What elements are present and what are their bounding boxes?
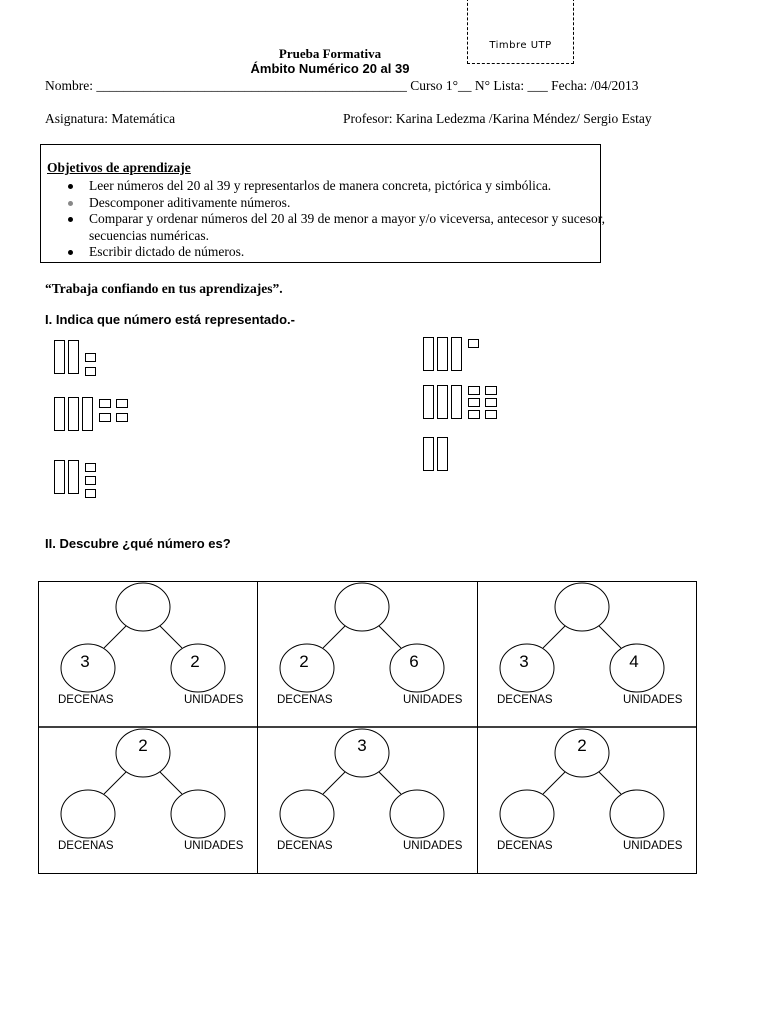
- unit-cube: [85, 353, 96, 362]
- units-value: 4: [629, 652, 639, 671]
- total-value: 2: [138, 736, 148, 755]
- ten-rod: [54, 460, 65, 494]
- unit-cube: [485, 410, 497, 419]
- section2-title: II. Descubre ¿qué número es?: [45, 536, 231, 551]
- motto: “Trabaja confiando en tus aprendizajes”.: [45, 281, 283, 296]
- subject-line: Asignatura: Matemática: [45, 111, 176, 126]
- ten-rod: [82, 397, 93, 431]
- unit-cube: [468, 410, 480, 419]
- ten-rod: [437, 385, 448, 419]
- tens-label: DECENAS: [277, 694, 333, 706]
- ten-rod: [451, 385, 462, 419]
- unit-cube: [485, 398, 497, 407]
- number-bond-texts: [38, 581, 697, 874]
- page-title: Prueba Formativa: [278, 46, 382, 61]
- unit-cube: [85, 367, 96, 376]
- ten-rod: [437, 337, 448, 371]
- ten-rod: [423, 337, 434, 371]
- tens-label: DECENAS: [277, 840, 333, 852]
- ten-rod: [451, 337, 462, 371]
- ten-rod: [68, 460, 79, 494]
- unit-cube: [468, 339, 479, 348]
- objectives-heading: Objetivos de aprendizaje: [47, 160, 191, 175]
- objective-item: Leer números del 20 al 39 y representarlos de manera concreta, pictórica y simbólica.: [89, 178, 609, 195]
- units-label: UNIDADES: [623, 694, 683, 706]
- unit-cube: [116, 399, 128, 408]
- tens-label: DECENAS: [497, 840, 553, 852]
- total-value: 2: [577, 736, 587, 755]
- ten-rod: [54, 397, 65, 431]
- tens-value: 2: [299, 652, 309, 671]
- ten-rod: [68, 340, 79, 374]
- unit-cube: [485, 386, 497, 395]
- units-label: UNIDADES: [184, 694, 244, 706]
- units-label: UNIDADES: [403, 840, 463, 852]
- units-label: UNIDADES: [623, 840, 683, 852]
- unit-cube: [99, 413, 111, 422]
- tens-value: 3: [519, 652, 529, 671]
- total-value: 3: [357, 736, 367, 755]
- unit-cube: [85, 463, 96, 472]
- unit-cube: [116, 413, 128, 422]
- unit-cube: [99, 399, 111, 408]
- section1-title: I. Indica que número está representado.-: [45, 312, 295, 327]
- ten-rod: [54, 340, 65, 374]
- ten-rod: [68, 397, 79, 431]
- page-subtitle: Ámbito Numérico 20 al 39: [250, 61, 410, 76]
- teachers-line: Profesor: Karina Ledezma /Karina Méndez/ Sergio Estay: [343, 111, 652, 126]
- units-value: 6: [409, 652, 419, 671]
- units-label: UNIDADES: [184, 840, 244, 852]
- tens-label: DECENAS: [497, 694, 553, 706]
- unit-cube: [468, 398, 480, 407]
- stamp-label: Timbre UTP: [489, 40, 552, 51]
- ten-rod: [437, 437, 448, 471]
- unit-cube: [85, 476, 96, 485]
- number-bond-grid: [38, 581, 697, 874]
- objective-item: Descomponer aditivamente números.: [89, 195, 609, 212]
- ten-rod: [423, 437, 434, 471]
- tens-label: DECENAS: [58, 694, 114, 706]
- unit-cube: [85, 489, 96, 498]
- unit-cube: [468, 386, 480, 395]
- objective-item: Escribir dictado de números.: [89, 244, 609, 261]
- ten-rod: [423, 385, 434, 419]
- name-line: Nombre: ______________________________________________ Curso 1°__ N° Lista: ___ Fecha: /04/2013: [45, 78, 639, 93]
- tens-label: DECENAS: [58, 840, 114, 852]
- units-value: 2: [190, 652, 200, 671]
- tens-value: 3: [80, 652, 90, 671]
- objective-item: Comparar y ordenar números del 20 al 39 de menor a mayor y/o viceversa, antecesor y sucesor, secuencias numéricas.: [89, 211, 609, 244]
- units-label: UNIDADES: [403, 694, 463, 706]
